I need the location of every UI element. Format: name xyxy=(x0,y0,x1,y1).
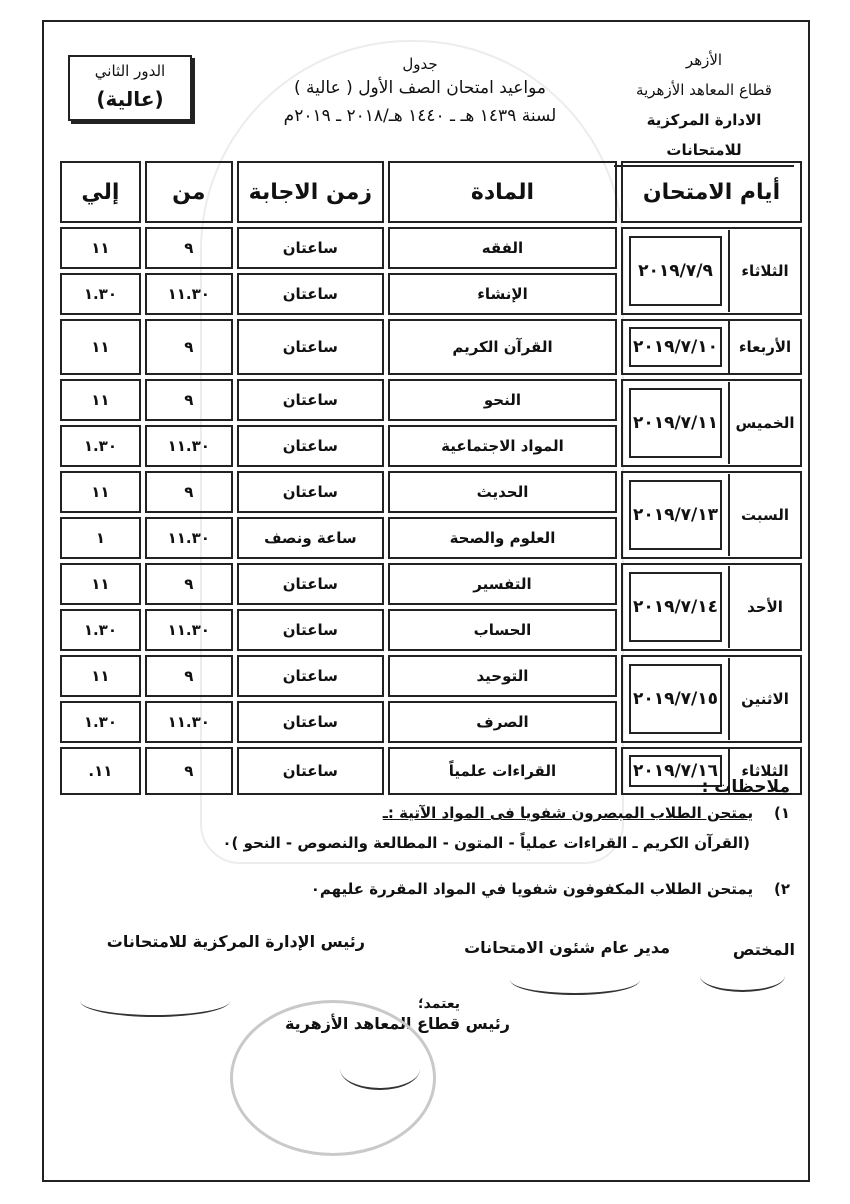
day-date: ٢٠١٩/٧/١٦ xyxy=(629,755,722,787)
to-cell: ١.٣٠ xyxy=(60,609,141,651)
notes-title: ملاحظات : xyxy=(701,777,790,797)
subject-cell: القرآن الكريم xyxy=(388,319,617,375)
day-cell xyxy=(621,319,802,375)
duration-cell: ساعتان xyxy=(237,273,384,315)
duration-cell: ساعتان xyxy=(237,563,384,605)
subject-cell: التفسير xyxy=(388,563,617,605)
day-name: الخميس xyxy=(728,382,800,464)
handwritten-signature-head-central xyxy=(80,985,230,1017)
table-row xyxy=(60,655,802,697)
header-days: أيام الامتحان xyxy=(621,161,802,223)
duration-cell: ساعتان xyxy=(237,747,384,795)
signature-specialist-title: المختص xyxy=(732,940,795,959)
header-to: إلي xyxy=(60,161,141,223)
duration-cell: ساعتان xyxy=(237,609,384,651)
handwritten-approval-date xyxy=(340,1048,420,1090)
from-cell: ٩ xyxy=(145,655,233,697)
day-date: ٢٠١٩/٧/٩ xyxy=(629,236,722,306)
day-name: الاثنين xyxy=(728,658,800,740)
from-cell: ٩ xyxy=(145,563,233,605)
day-cell xyxy=(621,655,802,743)
note-1-text: يمتحن الطلاب المبصرون شفويا فى المواد الآتية :ـ xyxy=(382,804,754,822)
to-cell: ١١ xyxy=(60,319,141,375)
from-cell: ١١.٣٠ xyxy=(145,701,233,743)
duration-cell: ساعتان xyxy=(237,425,384,467)
subject-cell: المواد الاجتماعية xyxy=(388,425,617,467)
day-name: الأربعاء xyxy=(728,321,800,373)
note-1-number: ١) xyxy=(773,804,790,822)
subject-cell: العلوم والصحة xyxy=(388,517,617,559)
session-label: الدور الثاني xyxy=(94,62,166,80)
subject-cell: الحديث xyxy=(388,471,617,513)
session-level: (عالية) xyxy=(96,87,164,111)
to-cell: ١١ xyxy=(60,563,141,605)
table-row xyxy=(60,319,802,375)
title-line-3: لسنة ١٤٣٩ هـ ـ ١٤٤٠ هـ/٢٠١٨ ـ ٢٠١٩م xyxy=(283,106,557,126)
table-row xyxy=(60,379,802,421)
header-from: من xyxy=(145,161,233,223)
day-cell xyxy=(621,379,802,467)
title-line-1: جدول xyxy=(402,55,438,73)
subject-cell: الصرف xyxy=(388,701,617,743)
subject-cell: التوحيد xyxy=(388,655,617,697)
from-cell: ٩ xyxy=(145,379,233,421)
day-date: ٢٠١٩/٧/١٠ xyxy=(629,327,722,367)
subject-cell: الإنشاء xyxy=(388,273,617,315)
to-cell: ١.٣٠ xyxy=(60,701,141,743)
to-cell: ١١ xyxy=(60,379,141,421)
to-cell: ١.٣٠ xyxy=(60,273,141,315)
from-cell: ١١.٣٠ xyxy=(145,425,233,467)
handwritten-signature-specialist xyxy=(700,960,785,992)
from-cell: ٩ xyxy=(145,319,233,375)
header-duration: زمن الاجابة xyxy=(237,161,384,223)
subject-cell: الفقه xyxy=(388,227,617,269)
table-row xyxy=(60,471,802,513)
note-2-text: يمتحن الطلاب المكفوفون شفويا في المواد المقررة عليهم٠ xyxy=(310,880,754,898)
from-cell: ١١.٣٠ xyxy=(145,609,233,651)
note-1-subjects: (القرآن الكريم ـ القراءات عملياً - المتون - المطالعة والنصوص - النحو )٠ xyxy=(222,834,750,852)
day-name: الثلاثاء xyxy=(728,230,800,312)
approval-label: يعتمد؛ xyxy=(418,996,460,1012)
table-header-row xyxy=(60,161,802,223)
from-cell: ٩ xyxy=(145,471,233,513)
from-cell: ١١.٣٠ xyxy=(145,273,233,315)
duration-cell: ساعة ونصف xyxy=(237,517,384,559)
day-name: الثلاثاء xyxy=(728,749,800,793)
duration-cell: ساعتان xyxy=(237,379,384,421)
from-cell: ٩ xyxy=(145,747,233,795)
org-line-1: الأزهر xyxy=(685,51,723,69)
to-cell: ١.٣٠ xyxy=(60,425,141,467)
subject-cell: القراءات علمياً xyxy=(388,747,617,795)
note-2 xyxy=(90,877,790,901)
exam-schedule-table xyxy=(56,157,806,799)
note-1 xyxy=(90,801,790,825)
duration-cell: ساعتان xyxy=(237,655,384,697)
signature-head-central-title: رئيس الإدارة المركزية للامتحانات xyxy=(106,932,365,951)
subject-cell: النحو xyxy=(388,379,617,421)
duration-cell: ساعتان xyxy=(237,319,384,375)
title-line-2: مواعيد امتحان الصف الأول ( عالية ) xyxy=(293,78,547,98)
from-cell: ٩ xyxy=(145,227,233,269)
header-subject: المادة xyxy=(388,161,617,223)
day-name: الأحد xyxy=(728,566,800,648)
table-row xyxy=(60,563,802,605)
org-line-3: الادارة المركزية للامتحانات xyxy=(614,105,794,167)
to-cell: ١ xyxy=(60,517,141,559)
signature-director-title: مدير عام شئون الامتحانات xyxy=(464,938,670,957)
day-date: ٢٠١٩/٧/١٤ xyxy=(629,572,722,642)
note-2-number: ٢) xyxy=(773,880,790,898)
signature-head-sector-title: رئيس قطاع المعاهد الأزهرية xyxy=(284,1014,510,1033)
from-cell: ١١.٣٠ xyxy=(145,517,233,559)
to-cell: ١١ xyxy=(60,655,141,697)
subject-cell: الحساب xyxy=(388,609,617,651)
org-line-2: قطاع المعاهد الأزهرية xyxy=(636,81,772,99)
day-cell xyxy=(621,563,802,651)
day-name: السبت xyxy=(728,474,800,556)
duration-cell: ساعتان xyxy=(237,471,384,513)
handwritten-signature-director xyxy=(510,965,640,995)
document-title xyxy=(210,54,630,130)
table-row xyxy=(60,227,802,269)
day-cell xyxy=(621,471,802,559)
session-box xyxy=(68,55,192,121)
organization-header xyxy=(614,45,794,167)
to-cell: ١١. xyxy=(60,747,141,795)
day-date: ٢٠١٩/٧/١٣ xyxy=(629,480,722,550)
to-cell: ١١ xyxy=(60,227,141,269)
day-date: ٢٠١٩/٧/١٥ xyxy=(629,664,722,734)
to-cell: ١١ xyxy=(60,471,141,513)
duration-cell: ساعتان xyxy=(237,227,384,269)
notes-section xyxy=(90,775,790,901)
day-date: ٢٠١٩/٧/١١ xyxy=(629,388,722,458)
duration-cell: ساعتان xyxy=(237,701,384,743)
day-cell xyxy=(621,227,802,315)
